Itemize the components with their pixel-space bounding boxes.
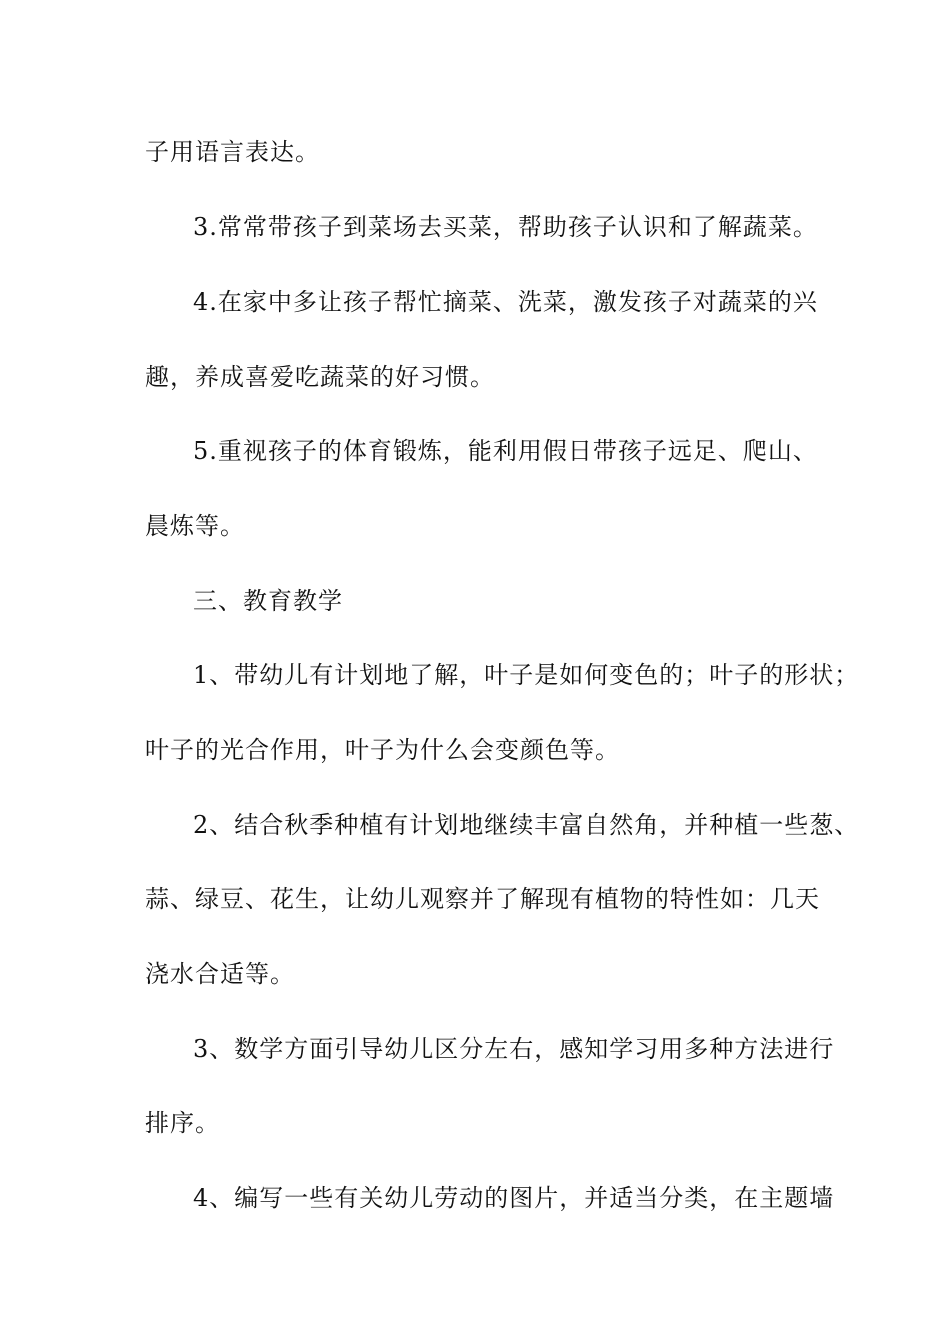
text-line-9: 叶子的光合作用，叶子为什么会变颜色等。 xyxy=(145,736,620,764)
text-line-12: 浇水合适等。 xyxy=(145,960,295,988)
text-line-11: 蒜、绿豆、花生，让幼儿观察并了解现有植物的特性如：几天 xyxy=(145,885,820,913)
text-line-3: 4.在家中多让孩子帮忙摘菜、洗菜，激发孩子对蔬菜的兴 xyxy=(193,288,818,316)
text-line-5: 5.重视孩子的体育锻炼，能利用假日带孩子远足、爬山、 xyxy=(193,437,818,465)
text-line-2: 3.常常带孩子到菜场去买菜，帮助孩子认识和了解蔬菜。 xyxy=(193,213,818,241)
text-line-13: 3、数学方面引导幼儿区分左右，感知学习用多种方法进行 xyxy=(193,1035,835,1063)
text-line-15: 4、编写一些有关幼儿劳动的图片，并适当分类，在主题墙 xyxy=(193,1184,835,1212)
text-line-1: 子用语言表达。 xyxy=(145,138,320,166)
text-line-14: 排序。 xyxy=(145,1109,220,1137)
text-line-4: 趣，养成喜爱吃蔬菜的好习惯。 xyxy=(145,363,495,391)
text-line-10: 2、结合秋季种植有计划地继续丰富自然角，并种植一些葱、 xyxy=(193,811,860,839)
text-line-6: 晨炼等。 xyxy=(145,512,245,540)
section-heading: 三、教育教学 xyxy=(193,587,343,615)
text-line-8: 1、带幼儿有计划地了解，叶子是如何变色的；叶子的形状； xyxy=(193,661,860,689)
